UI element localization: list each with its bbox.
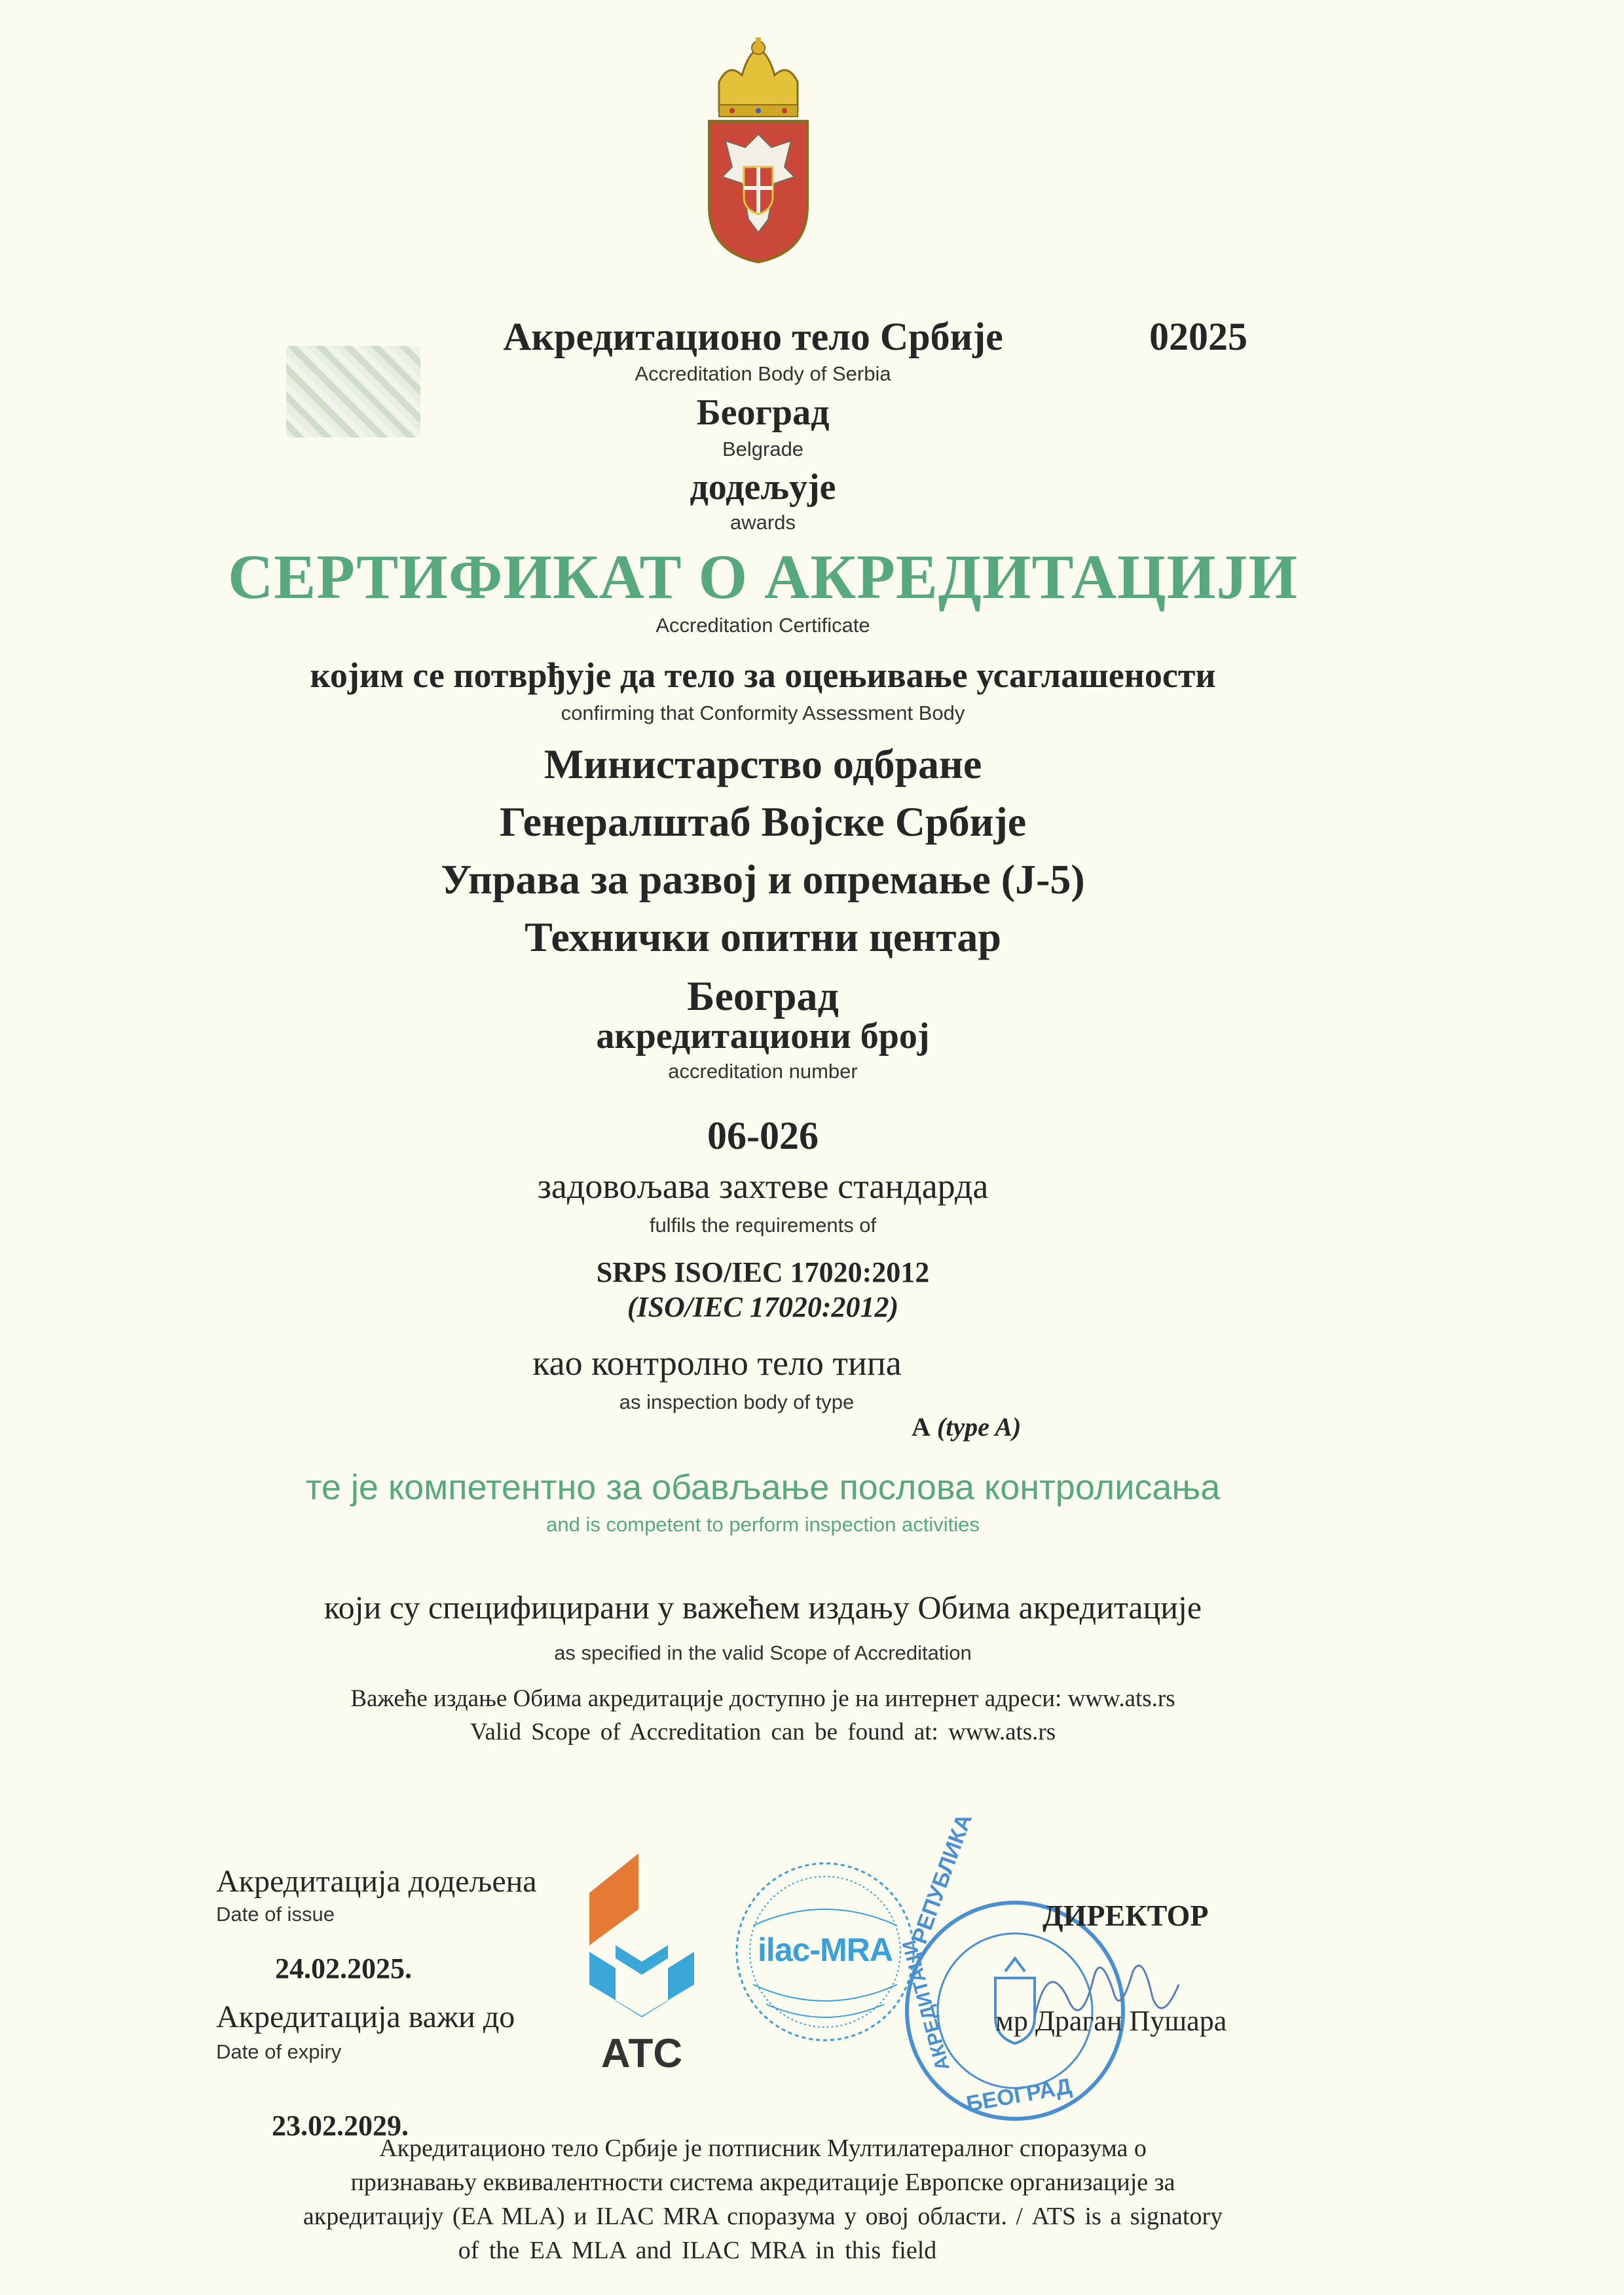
stamp-text-left: АКРЕДИТАЦИ xyxy=(898,1937,954,2073)
confirming-text-en: confirming that Conformity Assessment Body xyxy=(561,701,965,724)
certificate-title-en: Accreditation Certificate xyxy=(655,614,870,637)
body-line-2: Генералштаб Војске Србије xyxy=(499,798,1027,845)
awards-label: додељује xyxy=(690,467,836,508)
competent-text: те је компетентно за обављање послова контролисања xyxy=(305,1468,1221,1507)
inspection-type-value: А xyxy=(912,1412,931,1442)
competent-text-en: and is competent to perform inspection activities xyxy=(546,1513,980,1536)
body-line-1: Министарство одбране xyxy=(544,741,982,787)
inspection-type-text: као контролно тело типа xyxy=(532,1343,902,1383)
document-number: 02025 xyxy=(1149,315,1247,358)
footer-line-3: акредитацију (EA MLA) и ILAC MRA споразума у овој области. / ATS is a signatory xyxy=(303,2203,1223,2230)
issuer-name: Акредитационо тело Србије xyxy=(503,315,1003,358)
fulfils-text: задовољава захтеве стандарда xyxy=(537,1166,989,1206)
date-of-expiry: 23.02.2029. xyxy=(272,2110,409,2142)
body-line-5: Београд xyxy=(687,973,839,1019)
ilac-mra-text: ilac-MRA xyxy=(758,1931,893,1968)
accreditation-number: 06-026 xyxy=(707,1114,819,1157)
inspection-type-text-en: as inspection body of type xyxy=(619,1390,855,1413)
ilac-mra-logo xyxy=(727,1854,923,2050)
scope-text-en: Valid Scope of Accreditation can be found at: www.ats.rs xyxy=(470,1719,1056,1745)
footer-line-4: of the EA MLA and ILAC MRA in this field xyxy=(458,2237,937,2264)
date-of-expiry-label-en: Date of expiry xyxy=(216,2040,342,2063)
certificate-title: СЕРТИФИКАТ О АКРЕДИТАЦИЈИ xyxy=(227,542,1299,612)
date-of-issue: 24.02.2025. xyxy=(275,1952,412,1985)
fulfils-text-en: fulfils the requirements of xyxy=(649,1214,877,1237)
ats-logo-text: АТС xyxy=(600,2031,683,2076)
date-of-expiry-label: Акредитација важи до xyxy=(216,2000,515,2034)
body-line-4: Технички опитни центар xyxy=(525,914,1001,960)
footer-line-2: признавању еквивалентности система акредитације Европске организације за xyxy=(350,2169,1175,2196)
specified-text: који су специфицирани у важећем издању Обима акредитације xyxy=(323,1589,1202,1626)
inspection-type-value-en: (type A) xyxy=(936,1412,1022,1442)
date-of-issue-label: Акредитација додељена xyxy=(216,1864,537,1899)
standard: SRPS ISO/IEC 17020:2012 xyxy=(596,1256,930,1288)
issuer-city-en: Belgrade xyxy=(722,438,804,460)
specified-text-en: as specified in the valid Scope of Accreditation xyxy=(554,1641,972,1664)
accreditation-number-label-en: accreditation number xyxy=(668,1060,858,1083)
inspection-type xyxy=(912,1411,1021,1442)
accreditation-number-label: акредитациони број xyxy=(596,1016,930,1056)
ats-logo xyxy=(576,1847,707,2083)
confirming-text: којим се потврђује да тело за оцењивање усаглашености xyxy=(310,656,1216,695)
stamp-text-top: РЕПУБЛИКА xyxy=(907,1810,977,1947)
awards-label-en: awards xyxy=(730,511,796,534)
issuer-city: Београд xyxy=(696,392,830,433)
date-of-issue-label-en: Date of issue xyxy=(216,1903,335,1926)
director-name: мр Драган Пушара xyxy=(995,2005,1227,2037)
coat-of-arms-icon xyxy=(693,36,824,265)
ats-logo-icon xyxy=(576,1847,707,2017)
scope-text: Важеће издање Обима акредитације доступно је на интернет адреси: www.ats.rs xyxy=(350,1685,1175,1712)
standard-intl: (ISO/IEC 17020:2012) xyxy=(627,1291,899,1323)
stamp-text-bottom: БЕОГРАД xyxy=(964,2074,1074,2117)
body-line-3: Управа за развој и опремање (Ј-5) xyxy=(441,856,1085,903)
director-title: ДИРЕКТОР xyxy=(1043,1899,1209,1932)
footer-line-1: Акредитационо тело Србије је потписник Мултилатералног споразума о xyxy=(379,2135,1147,2162)
issuer-name-en: Accreditation Body of Serbia xyxy=(635,362,891,385)
